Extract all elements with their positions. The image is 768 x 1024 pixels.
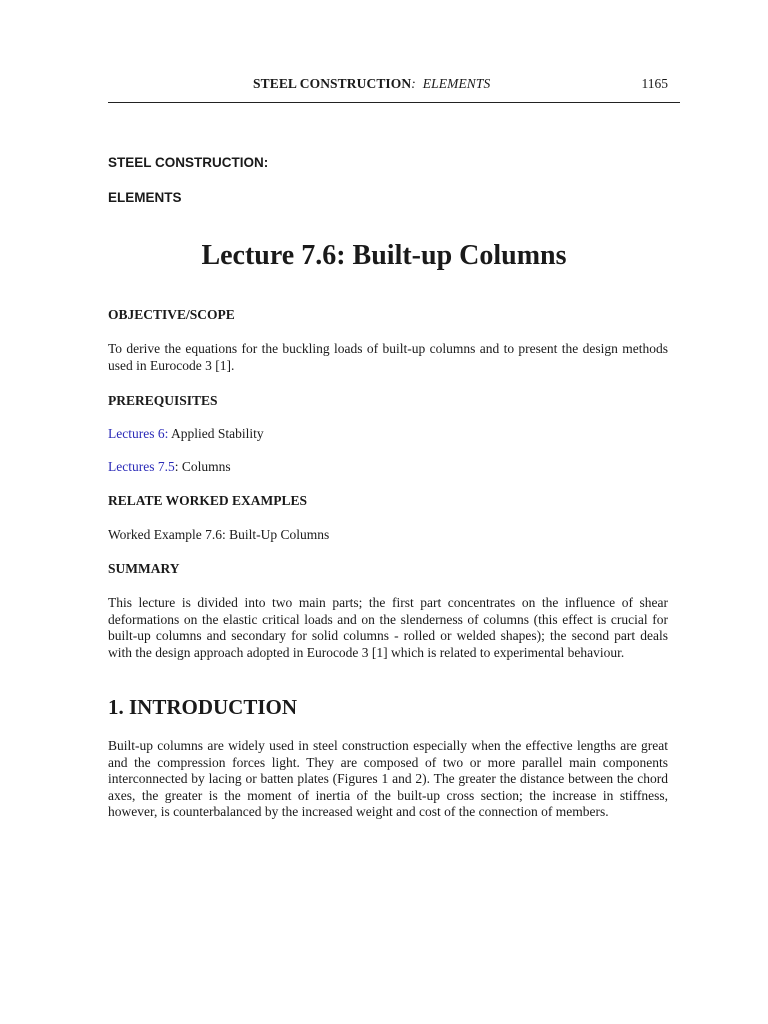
running-header-title xyxy=(253,76,490,92)
running-header-title-text: STEEL CONSTRUCTION xyxy=(253,76,412,91)
prerequisite-link-lecture-6[interactable]: Lectures 6: xyxy=(108,426,169,441)
summary-text: This lecture is divided into two main parts; the first part concentrates on the influence of shear deformations on the elastic critical loads and on the slenderness of columns (this effect is crucial for built-up columns and secondary for solid columns - rolled or welded shapes); the second part deals with the design approach adopted in Eurocode 3 [1] which is related to experimental behaviour. xyxy=(108,595,668,660)
lecture-title: Lecture 7.6: Built-up Columns xyxy=(201,240,567,271)
related-example-text: Worked Example 7.6: Built-Up Columns xyxy=(108,527,330,542)
introduction-text: Built-up columns are widely used in steel construction especially when the effective lengths are great and the compression forces light. They are composed of two or more parallel main components interconnected by lacing or batten plates (Figures 1 and 2). The greater the distance between the chord axes, the greater is the moment of inertia of the built-up cross section; the increase in stiffness, however, is counterbalanced by the increased weight and cost of the connection of members. xyxy=(108,738,668,820)
prerequisite-item xyxy=(108,426,264,442)
course-title-line2: ELEMENTS xyxy=(108,190,182,205)
course-title-line1: STEEL CONSTRUCTION: xyxy=(108,155,269,170)
introduction-heading: 1. INTRODUCTION xyxy=(108,695,298,719)
page-number: 1165 xyxy=(641,76,668,91)
prerequisite-link-lecture-7-5[interactable]: Lectures 7.5 xyxy=(108,459,175,474)
related-examples-heading: RELATE WORKED EXAMPLES xyxy=(108,493,308,508)
objective-text: To derive the equations for the buckling loads of built-up columns and to present the design methods used in Eurocode 3 [1]. xyxy=(108,341,668,373)
header-divider xyxy=(108,102,680,103)
summary-heading: SUMMARY xyxy=(108,561,180,576)
running-header-subtitle: ELEMENTS xyxy=(422,76,491,91)
prerequisite-item xyxy=(108,459,231,475)
running-header-separator: : xyxy=(411,76,416,91)
prerequisite-text: : Columns xyxy=(174,459,231,474)
prerequisites-heading: PREREQUISITES xyxy=(108,393,218,408)
objective-heading: OBJECTIVE/SCOPE xyxy=(108,307,235,322)
prerequisite-text: Applied Stability xyxy=(168,426,264,441)
running-header xyxy=(108,76,668,94)
